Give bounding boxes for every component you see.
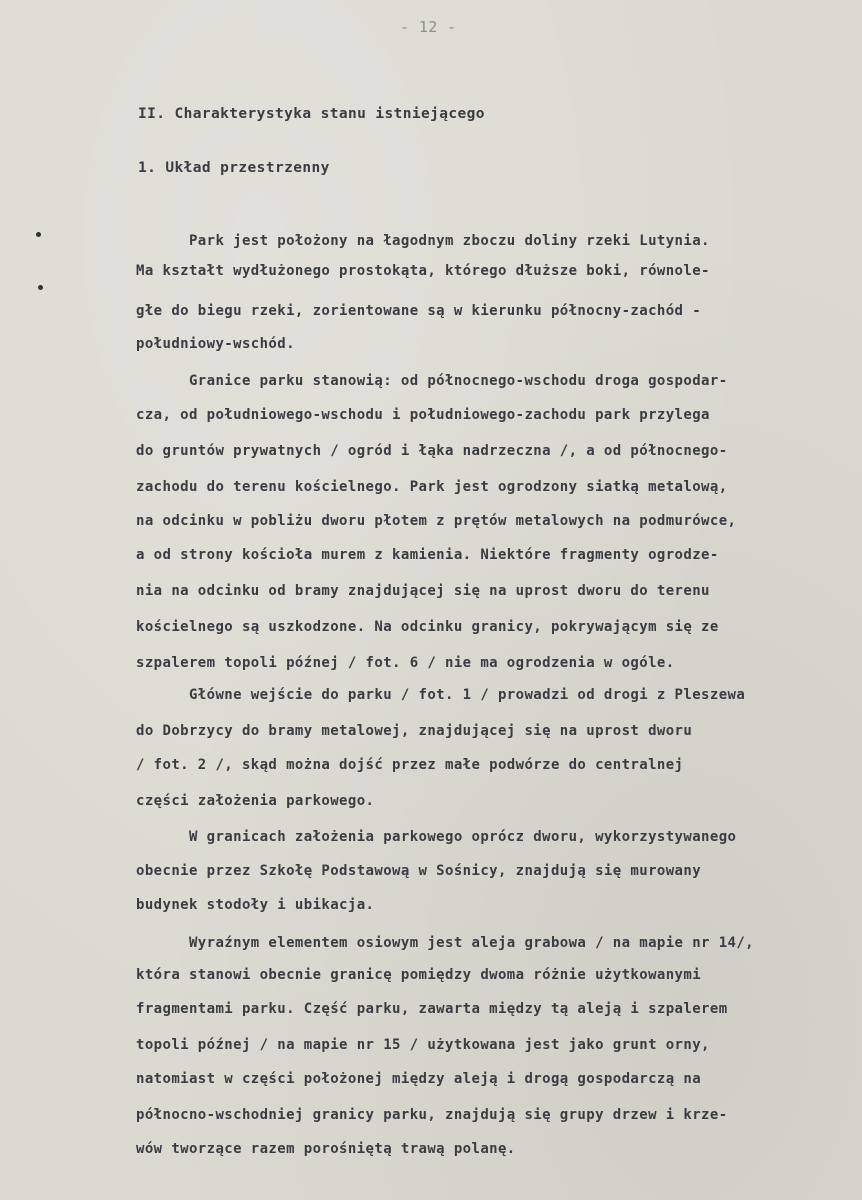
text-line: północno-wschodniej granicy parku, znajdują się grupy drzew i krze- xyxy=(136,1107,728,1123)
text-line: która stanowi obecnie granicę pomiędzy dwoma różnie użytkowanymi xyxy=(136,967,702,983)
text-line: części założenia parkowego. xyxy=(136,793,375,809)
text-line: Wyraźnym elementem osiowym jest aleja grabowa / na mapie nr 14/, xyxy=(136,935,755,951)
text-line: W granicach założenia parkowego oprócz dworu, wykorzystywanego xyxy=(136,829,737,845)
text-line: fragmentami parku. Część parku, zawarta między tą aleją i szpalerem xyxy=(136,1001,728,1017)
text-line: kościelnego są uszkodzone. Na odcinku granicy, pokrywającym się ze xyxy=(136,619,719,635)
text-line: budynek stodoły i ubikacja. xyxy=(136,897,375,913)
text-line: głe do biegu rzeki, zorientowane są w kierunku północny-zachód - xyxy=(136,303,702,319)
section-title: II. Charakterystyka stanu istniejącego xyxy=(138,106,485,122)
text-line: nia na odcinku od bramy znajdującej się na uprost dworu do terenu xyxy=(136,583,710,599)
text-line: do Dobrzycy do bramy metalowej, znajdującej się na uprost dworu xyxy=(136,723,693,739)
text-line: a od strony kościoła murem z kamienia. Niektóre fragmenty ogrodze- xyxy=(136,547,719,563)
text-line: Ma kształt wydłużonego prostokąta, którego dłuższe boki, równole- xyxy=(136,263,710,279)
text-line: cza, od południowego-wschodu i południowego-zachodu park przylega xyxy=(136,407,710,423)
text-line: / fot. 2 /, skąd można dojść przez małe podwórze do centralnej xyxy=(136,757,684,773)
text-line: Granice parku stanowią: od północnego-wschodu droga gospodar- xyxy=(136,373,728,389)
text-line: obecnie przez Szkołę Podstawową w Sośnicy, znajdują się murowany xyxy=(136,863,702,879)
text-line: szpalerem topoli późnej / fot. 6 / nie ma ogrodzenia w ogóle. xyxy=(136,655,675,671)
text-line: wów tworzące razem porośniętą trawą polanę. xyxy=(136,1141,516,1157)
page-number: - 12 - xyxy=(400,18,457,36)
text-line: Główne wejście do parku / fot. 1 / prowadzi od drogi z Pleszewa xyxy=(136,687,746,703)
text-line: na odcinku w pobliżu dworu płotem z prętów metalowych na podmurówce, xyxy=(136,513,737,529)
text-line: natomiast w części położonej między aleją i drogą gospodarczą na xyxy=(136,1071,702,1087)
margin-mark xyxy=(38,285,43,290)
text-line: Park jest położony na łagodnym zboczu doliny rzeki Lutynia. xyxy=(136,233,710,249)
text-line: do gruntów prywatnych / ogród i łąka nadrzeczna /, a od północnego- xyxy=(136,443,728,459)
text-line: topoli późnej / na mapie nr 15 / użytkowana jest jako grunt orny, xyxy=(136,1037,710,1053)
margin-mark xyxy=(36,232,41,237)
text-line: zachodu do terenu kościelnego. Park jest ogrodzony siatką metalową, xyxy=(136,479,728,495)
text-line: południowy-wschód. xyxy=(136,336,295,352)
subsection-title: 1. Układ przestrzenny xyxy=(138,160,330,176)
